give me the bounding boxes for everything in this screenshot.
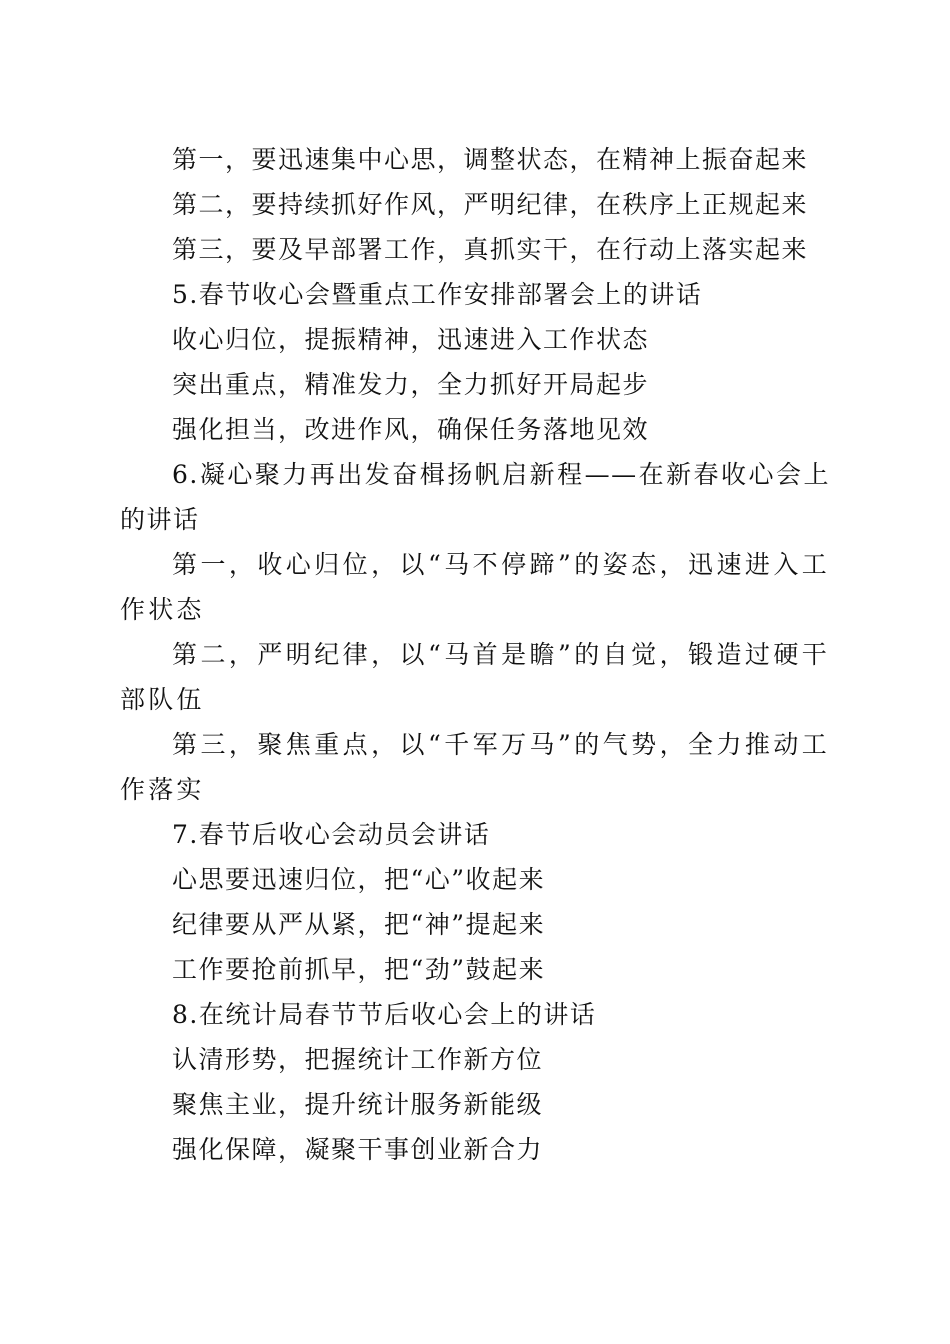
paragraph: 第一，要迅速集中心思，调整状态，在精神上振奋起来: [172, 145, 809, 174]
paragraph: 第二，要持续抓好作风，严明纪律，在秩序上正规起来: [172, 190, 809, 219]
paragraph: 第三，聚焦重点，以“千军万马”的气势，全力推动工作落实: [120, 730, 830, 804]
section-heading: 5.春节收心会暨重点工作安排部署会上的讲话: [172, 280, 703, 309]
paragraph: 纪律要从严从紧，把“神”提起来: [172, 910, 546, 939]
paragraph: 第二，严明纪律，以“马首是瞻”的自觉，锻造过硬干部队伍: [120, 640, 830, 714]
paragraph: 第三，要及早部署工作，真抓实干，在行动上落实起来: [172, 235, 809, 264]
paragraph: 强化保障，凝聚干事创业新合力: [172, 1135, 544, 1164]
section-heading: 7.春节后收心会动员会讲话: [172, 820, 491, 849]
section-heading: 6.凝心聚力再出发奋楫扬帆启新程——在新春收心会上的讲话: [120, 460, 830, 534]
paragraph: 强化担当，改进作风，确保任务落地见效: [172, 415, 650, 444]
paragraph: 第一，收心归位，以“马不停蹄”的姿态，迅速进入工作状态: [120, 550, 830, 624]
paragraph: 认清形势，把握统计工作新方位: [172, 1045, 544, 1074]
section-heading: 8.在统计局春节节后收心会上的讲话: [172, 1000, 597, 1029]
paragraph: 聚焦主业，提升统计服务新能级: [172, 1090, 544, 1119]
paragraph: 心思要迅速归位，把“心”收起来: [172, 865, 546, 894]
paragraph: 突出重点，精准发力，全力抓好开局起步: [172, 370, 650, 399]
paragraph: 工作要抢前抓早，把“劲”鼓起来: [172, 955, 546, 984]
paragraph: 收心归位，提振精神，迅速进入工作状态: [172, 325, 650, 354]
